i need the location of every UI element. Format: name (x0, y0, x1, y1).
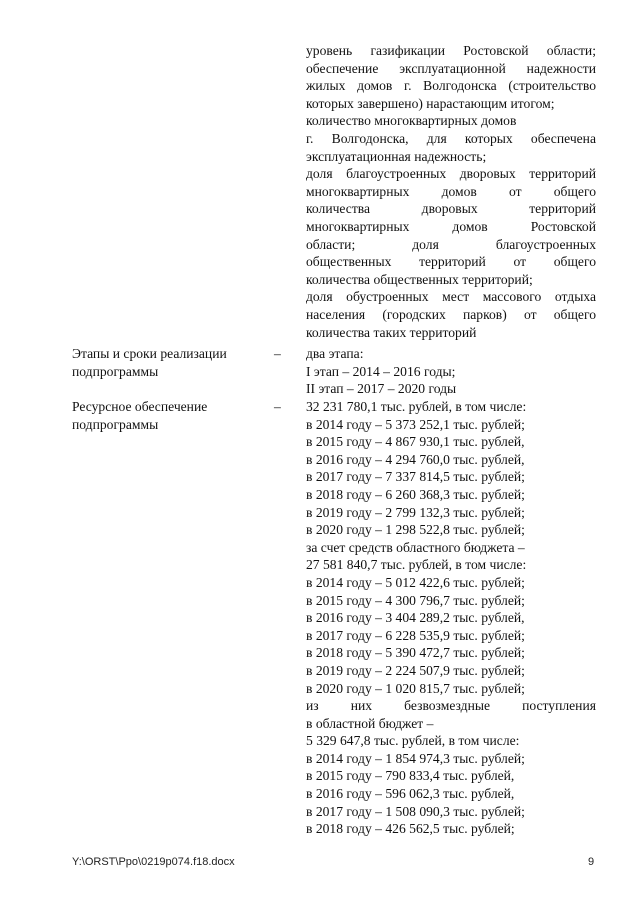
resources-value-line: в 2016 году – 596 062,3 тыс. рублей, (306, 786, 515, 802)
indicator-line: области; доля благоустроенных (306, 236, 596, 252)
resources-label (72, 398, 262, 433)
resources-value-line: в 2020 году – 1 020 815,7 тыс. рублей; (306, 680, 525, 696)
indicator-line: которых завершено) нарастающим итогом; (306, 95, 555, 111)
indicator-line: многоквартирных домов от общего (306, 183, 596, 199)
resources-value-line: в 2016 году – 3 404 289,2 тыс. рублей, (306, 610, 525, 626)
indicators-text (306, 42, 596, 341)
resources-value-line: в 2015 году – 4 867 930,1 тыс. рублей, (306, 434, 525, 450)
stages-value (306, 345, 596, 398)
indicator-line: обеспечение эксплуатационной надежности (306, 60, 596, 76)
resources-value-line: в 2018 году – 426 562,5 тыс. рублей; (306, 821, 515, 837)
resources-value-line: в 2015 году – 4 300 796,7 тыс. рублей; (306, 592, 525, 608)
resources-value-line: 27 581 840,7 тыс. рублей, в том числе: (306, 557, 527, 573)
stages-dash: – (274, 346, 281, 361)
indicator-line: общественных территорий от общего (306, 254, 596, 270)
resources-label-line: Ресурсное обеспечение (72, 399, 208, 414)
stages-label (72, 345, 262, 380)
indicator-line: жилых домов г. Волгодонска (строительство (306, 78, 596, 94)
stages-value-line: I этап – 2014 – 2016 годы; (306, 363, 456, 379)
indicator-line: доля обустроенных мест массового отдыха (306, 289, 596, 305)
indicator-line: многоквартирных домов Ростовской (306, 218, 596, 234)
indicator-line: количества таких территорий (306, 324, 477, 340)
indicator-line: количества дворовых территорий (306, 201, 596, 217)
footer-file-path: Y:\ORST\Ppo\0219p074.f18.docx (72, 856, 235, 868)
indicator-line: доля благоустроенных дворовых территорий (306, 166, 596, 182)
resources-value-line: в 2014 году – 1 854 974,3 тыс. рублей; (306, 750, 525, 766)
stages-label-line: Этапы и сроки реализации (72, 346, 227, 361)
resources-value-line: в 2017 году – 6 228 535,9 тыс. рублей; (306, 627, 525, 643)
resources-value (306, 398, 596, 838)
resources-value-line: в 2020 году – 1 298 522,8 тыс. рублей; (306, 522, 525, 538)
indicator-line: населения (городских парков) от общего (306, 306, 596, 322)
indicator-line: уровень газификации Ростовской области; (306, 43, 596, 58)
indicator-line: г. Волгодонска, для которых обеспечена (306, 130, 596, 146)
resources-value-line: 5 329 647,8 тыс. рублей, в том числе: (306, 733, 520, 749)
resources-dash: – (274, 399, 281, 414)
resources-value-line: в 2018 году – 6 260 368,3 тыс. рублей; (306, 486, 525, 502)
resources-value-line: из них безвозмездные поступления (306, 698, 596, 714)
indicator-line: количество многоквартирных домов (306, 113, 517, 129)
resources-value-line: в 2018 году – 5 390 472,7 тыс. рублей; (306, 645, 525, 661)
indicator-line: эксплуатационная надежность; (306, 148, 487, 164)
footer-page-number: 9 (588, 856, 595, 868)
resources-value-line: в 2014 году – 5 012 422,6 тыс. рублей; (306, 574, 525, 590)
stages-label-line: подпрограммы (72, 363, 159, 379)
resources-value-line: в 2016 году – 4 294 760,0 тыс. рублей, (306, 451, 525, 467)
resources-value-line: за счет средств областного бюджета – (306, 539, 525, 555)
resources-value-line: в 2019 году – 2 799 132,3 тыс. рублей; (306, 504, 525, 520)
resources-label-line: подпрограммы (72, 416, 159, 432)
resources-value-line: в 2019 году – 2 224 507,9 тыс. рублей; (306, 662, 525, 678)
indicator-line: количества общественных территорий; (306, 271, 533, 287)
resources-value-line: в 2017 году – 7 337 814,5 тыс. рублей; (306, 469, 525, 485)
resources-value-line: в 2015 году – 790 833,4 тыс. рублей, (306, 768, 515, 784)
resources-value-line: в 2014 году – 5 373 252,1 тыс. рублей; (306, 416, 525, 432)
resources-value-line: 32 231 780,1 тыс. рублей, в том числе: (306, 399, 527, 414)
stages-value-line: два этапа: (306, 346, 364, 361)
stages-value-line: II этап – 2017 – 2020 годы (306, 381, 457, 397)
resources-value-line: в областной бюджет – (306, 715, 434, 731)
resources-value-line: в 2017 году – 1 508 090,3 тыс. рублей; (306, 803, 525, 819)
